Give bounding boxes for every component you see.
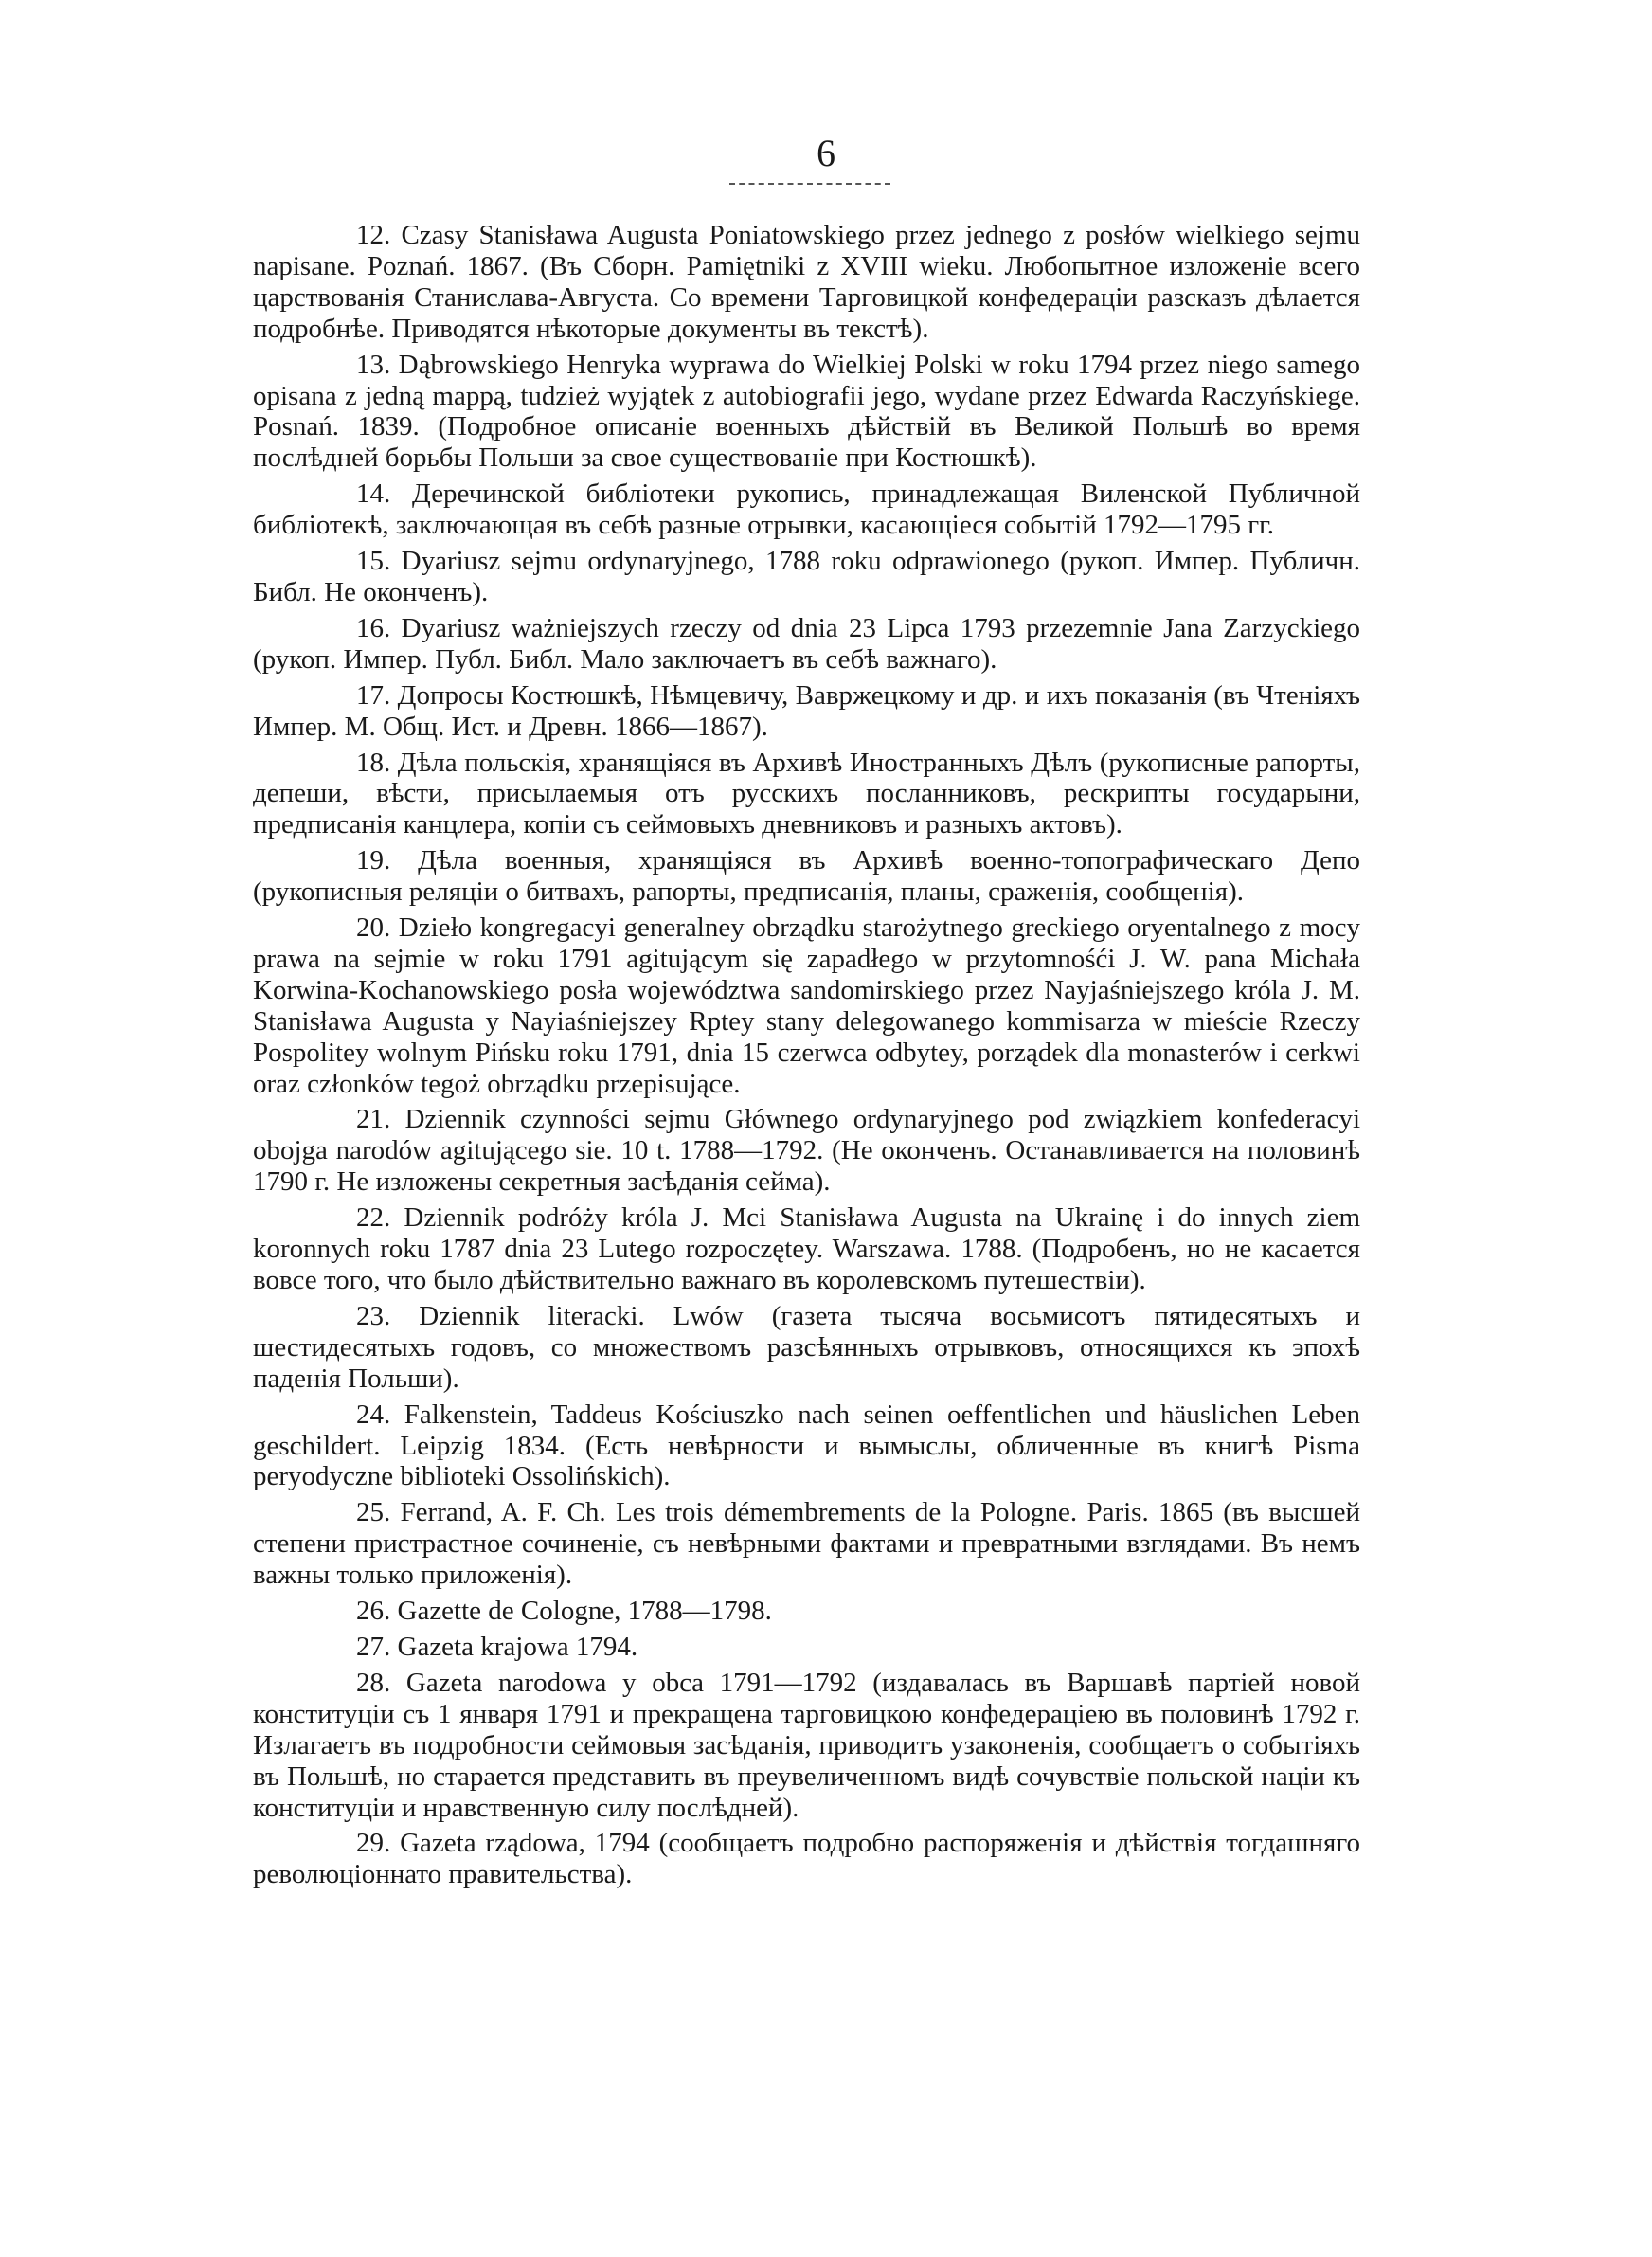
bibliography-entry-17: 17. Допросы Костюшкѣ, Нѣмцевичу, Вавржецкому и др. и ихъ показанія (въ Чтеніяхъ Импер. М. Общ. Ист. и Древн. 1866—1867).	[253, 679, 1360, 742]
bibliography-entry-12: 12. Czasy Stanisława Augusta Poniatowskiego przez jednego z posłów wielkiego sejmu napisane. Poznań. 1867. (Въ Сборн. Pamiętniki z XVIII wieku. Любопытное изложеніе всего царствованія Станислава-Августа. Со времени Тарговицкой конфедераціи разсказъ дѣлается подробнѣе. Приводятся нѣкоторые документы въ текстѣ).	[253, 220, 1360, 344]
header-rule	[729, 183, 890, 185]
bibliography-entry-21: 21. Dziennik czynności sejmu Głównego ordynaryjnego pod związkiem konfederacyi obojga narodów agitującego sie. 10 t. 1788—1792. (Не оконченъ. Останавливается на половинѣ 1790 г. Не изложены секретныя засѣданія сейма).	[253, 1104, 1360, 1198]
bibliography-list	[253, 220, 1360, 1895]
bibliography-entry-13: 13. Dąbrowskiego Henryka wyprawa do Wielkiej Polski w roku 1794 przez niego samego opisana z jedną mappą, tudzież wyjątek z autobiografii jego, wydane przez Edwarda Raczyńskiege. Posnań. 1839. (Подробное описаніе военныхъ дѣйствій въ Великой Польшѣ во время послѣдней борьбы Польши за свое существованіе при Костюшкѣ).	[253, 349, 1360, 474]
bibliography-entry-16: 16. Dyariusz ważniejszych rzeczy od dnia 23 Lipca 1793 przezemnie Jana Zarzyckiego (рукоп. Импер. Публ. Библ. Мало заключаетъ въ себѣ важнаго).	[253, 612, 1360, 675]
bibliography-entry-28: 28. Gazeta narodowa y obca 1791—1792 (издавалась въ Варшавѣ партіей новой конституціи съ 1 января 1791 и прекращена тарговицкою конфедераціею въ половинѣ 1792 г. Излагаетъ въ подробности сеймовыя засѣданія, приводитъ узаконенія, сообщаетъ о событіяхъ въ Польшѣ, но старается представить въ преувеличенномъ видѣ сочувствіе польской націи къ конституціи и нравственную силу послѣдней).	[253, 1667, 1360, 1823]
bibliography-entry-19: 19. Дѣла военныя, хранящіяся въ Архивѣ военно-топографическаго Депо (рукописныя реляціи о битвахъ, рапорты, предписанія, планы, сраженія, сообщенія).	[253, 845, 1360, 908]
bibliography-entry-15: 15. Dyariusz sejmu ordynaryjnego, 1788 roku odprawionego (рукоп. Импер. Публичн. Библ. Не оконченъ).	[253, 546, 1360, 607]
bibliography-entry-25: 25. Ferrand, A. F. Ch. Les trois démembrements de la Pologne. Paris. 1865 (въ высшей степени пристрастное сочиненіе, съ невѣрными фактами и превратными взглядами. Въ немъ важны только приложенія).	[253, 1497, 1360, 1591]
bibliography-entry-26: 26. Gazette de Cologne, 1788—1798.	[356, 1596, 772, 1627]
bibliography-entry-29: 29. Gazeta rządowa, 1794 (сообщаетъ подробно распоряженія и дѣйствія тогдашняго революціоннато правительства).	[253, 1828, 1360, 1890]
page-number: 6	[817, 132, 835, 174]
bibliography-entry-23: 23. Dziennik literacki. Lwów (газета тысяча восьмисотъ пятидесятыхъ и шестидесятыхъ годовъ, со множествомъ разсѣянныхъ отрывковъ, относящихся къ эпохѣ паденія Польши).	[253, 1300, 1360, 1394]
bibliography-entry-27: 27. Gazeta krajowa 1794.	[356, 1631, 638, 1662]
bibliography-entry-22: 22. Dziennik podróży króla J. Mci Stanisława Augusta na Ukrainę i do innych ziem koronnych roku 1787 dnia 23 Lutego rozpoczętey. Warszawa. 1788. (Подробенъ, но не касается вовсе того, что было дѣйствительно важнаго въ королевскомъ путешествіи).	[253, 1202, 1360, 1295]
bibliography-entry-14: 14. Деречинской библіотеки рукопись, принадлежащая Виленской Публичной библіотекѣ, заключающая въ себѣ разные отрывки, касающіеся событій 1792—1795 гг.	[253, 478, 1360, 541]
bibliography-entry-24: 24. Falkenstein, Taddeus Kościuszko nach seinen oeffentlichen und häuslichen Leben geschildert. Leipzig 1834. (Есть невѣрности и вымыслы, обличенные въ книгѣ Pisma peryodyczne biblioteki Ossolińskich).	[253, 1399, 1360, 1492]
bibliography-entry-18: 18. Дѣла польскія, хранящіяся въ Архивѣ Иностранныхъ Дѣлъ (рукописные рапорты, депеши, вѣсти, присылаемыя отъ русскихъ посланниковъ, рескрипты государыни, предписанія канцлера, копіи съ сеймовыхъ дневниковъ и разныхъ актовъ).	[253, 747, 1360, 840]
bibliography-entry-20: 20. Dzieło kongregacyi generalney obrządku starożytnego greckiego oryentalnego z mocy prawa na sejmie w roku 1791 agitującym się zapadłego w przytomnośći J. W. pana Michała Korwina-Kochanowskiego posła województwa sandomirskiego przez Nayjaśniejszego króla J. M. Stanisława Augusta y Nayiaśniejszey Rptey stany delegowanego kommisarza w mieście Rzeczy Pospolitey wolnym Pińsku roku 1791, dnia 15 czerwca odbytey, porządek dla monasterów i cerkwi oraz członków tegoż obrządku przepisujące.	[253, 912, 1360, 1099]
